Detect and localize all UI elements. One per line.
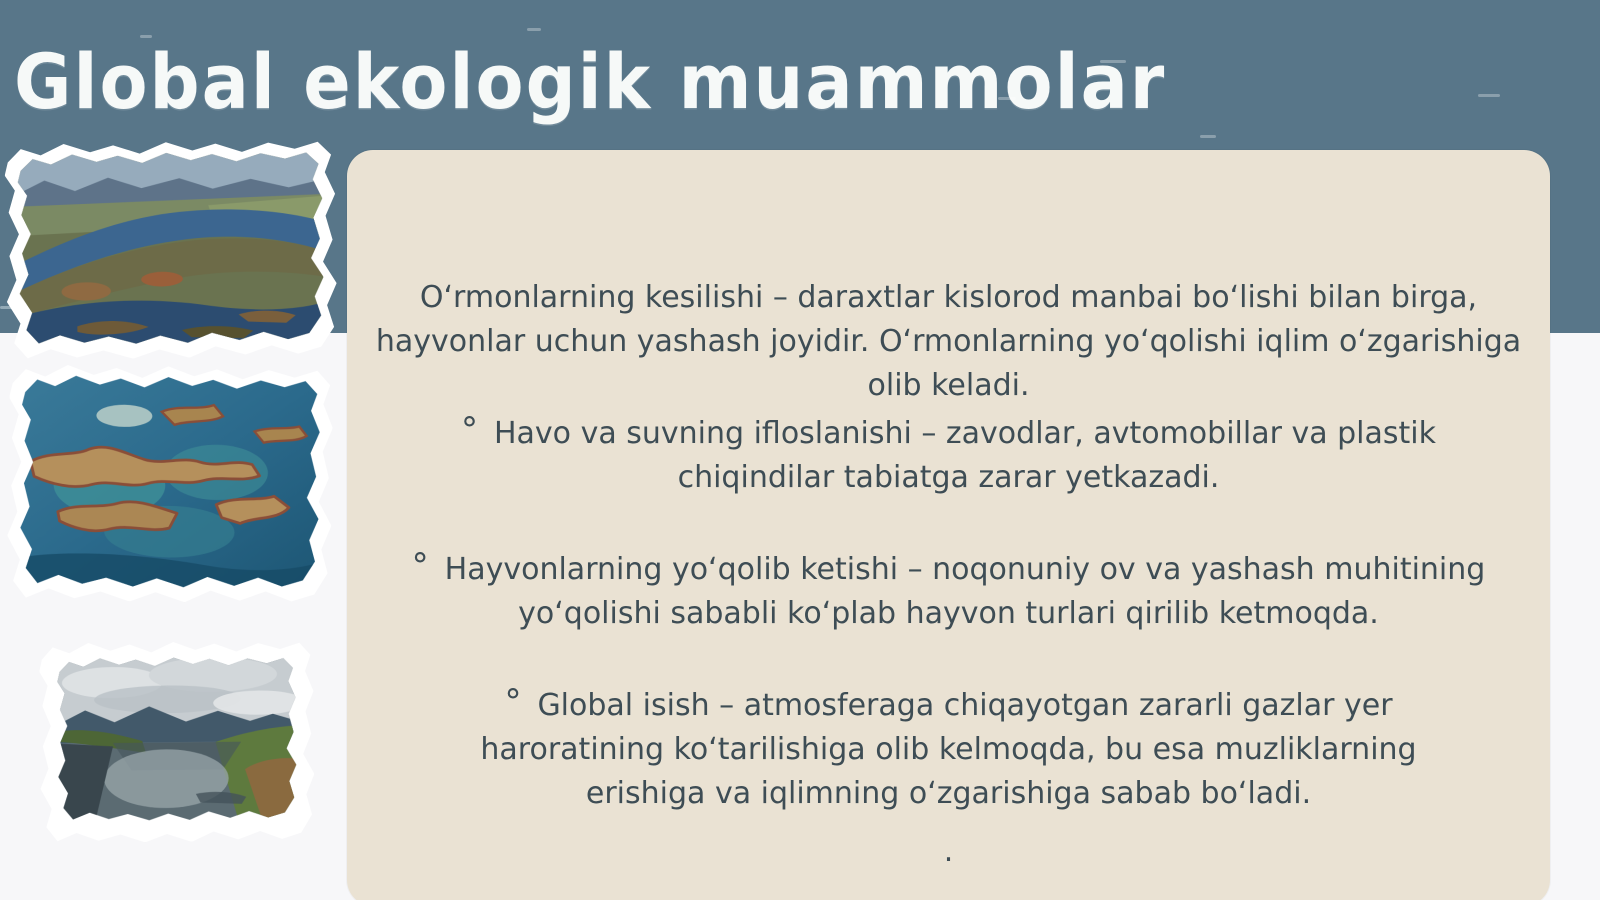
photo-aerial-river-image: [17, 148, 324, 345]
photo-aerial-river: [4, 137, 338, 361]
bullet-marker: °: [504, 682, 522, 722]
bullet-item: [374, 544, 1524, 636]
slide-body-text: [347, 276, 1550, 874]
bullet-marker: °: [411, 546, 429, 586]
texture-speck: [140, 35, 152, 38]
aerial-river-illustration: [17, 148, 324, 345]
coral-reef-illustration: [20, 373, 321, 589]
photo-mountain-lake-image: [57, 655, 297, 821]
bullet-item: [434, 680, 1464, 816]
texture-speck: [1100, 60, 1126, 63]
photo-coral-reef: [6, 362, 333, 605]
content-panel: [347, 150, 1550, 900]
page-title: Global ekologik muammolar: [14, 38, 1167, 127]
mountain-lake-illustration: [57, 655, 297, 821]
bullet-text: Global isish – atmosferaga chiqayotgan zararli gazlar yer haroratining ko‘tarilishiga olib kelmoqda, bu esa muzliklarning erishiga va iqlimning o‘zgarishiga sabab bo‘ladi.: [480, 688, 1417, 811]
texture-speck: [527, 28, 541, 31]
bullet-text: Hayvonlarning yo‘qolib ketishi – noqonuniy ov va yashash muhitining yo‘qolishi sababli ko‘plab hayvon turlari qirilib ketmoqda.: [444, 552, 1486, 631]
texture-speck: [1478, 94, 1500, 97]
intro-paragraph: O‘rmonlarning kesilishi – daraxtlar kislorod manbai bo‘lishi bilan birga, hayvonlar uchun yashash joyidir. O‘rmonlarning yo‘qolishi iqlim o‘zgarishiga olib keladi.: [375, 280, 1522, 403]
texture-speck: [998, 97, 1016, 100]
trailing-period: .: [943, 834, 954, 869]
bullet-marker: °: [460, 410, 478, 450]
bullet-text: Havo va suvning ifloslanishi – zavodlar, avtomobillar va plastik chiqindilar tabiatga zarar yetkazadi.: [493, 416, 1436, 495]
bullet-item: [394, 408, 1504, 500]
photo-mountain-lake: [39, 639, 315, 844]
texture-speck: [1200, 135, 1216, 138]
photo-coral-reef-image: [20, 373, 321, 589]
